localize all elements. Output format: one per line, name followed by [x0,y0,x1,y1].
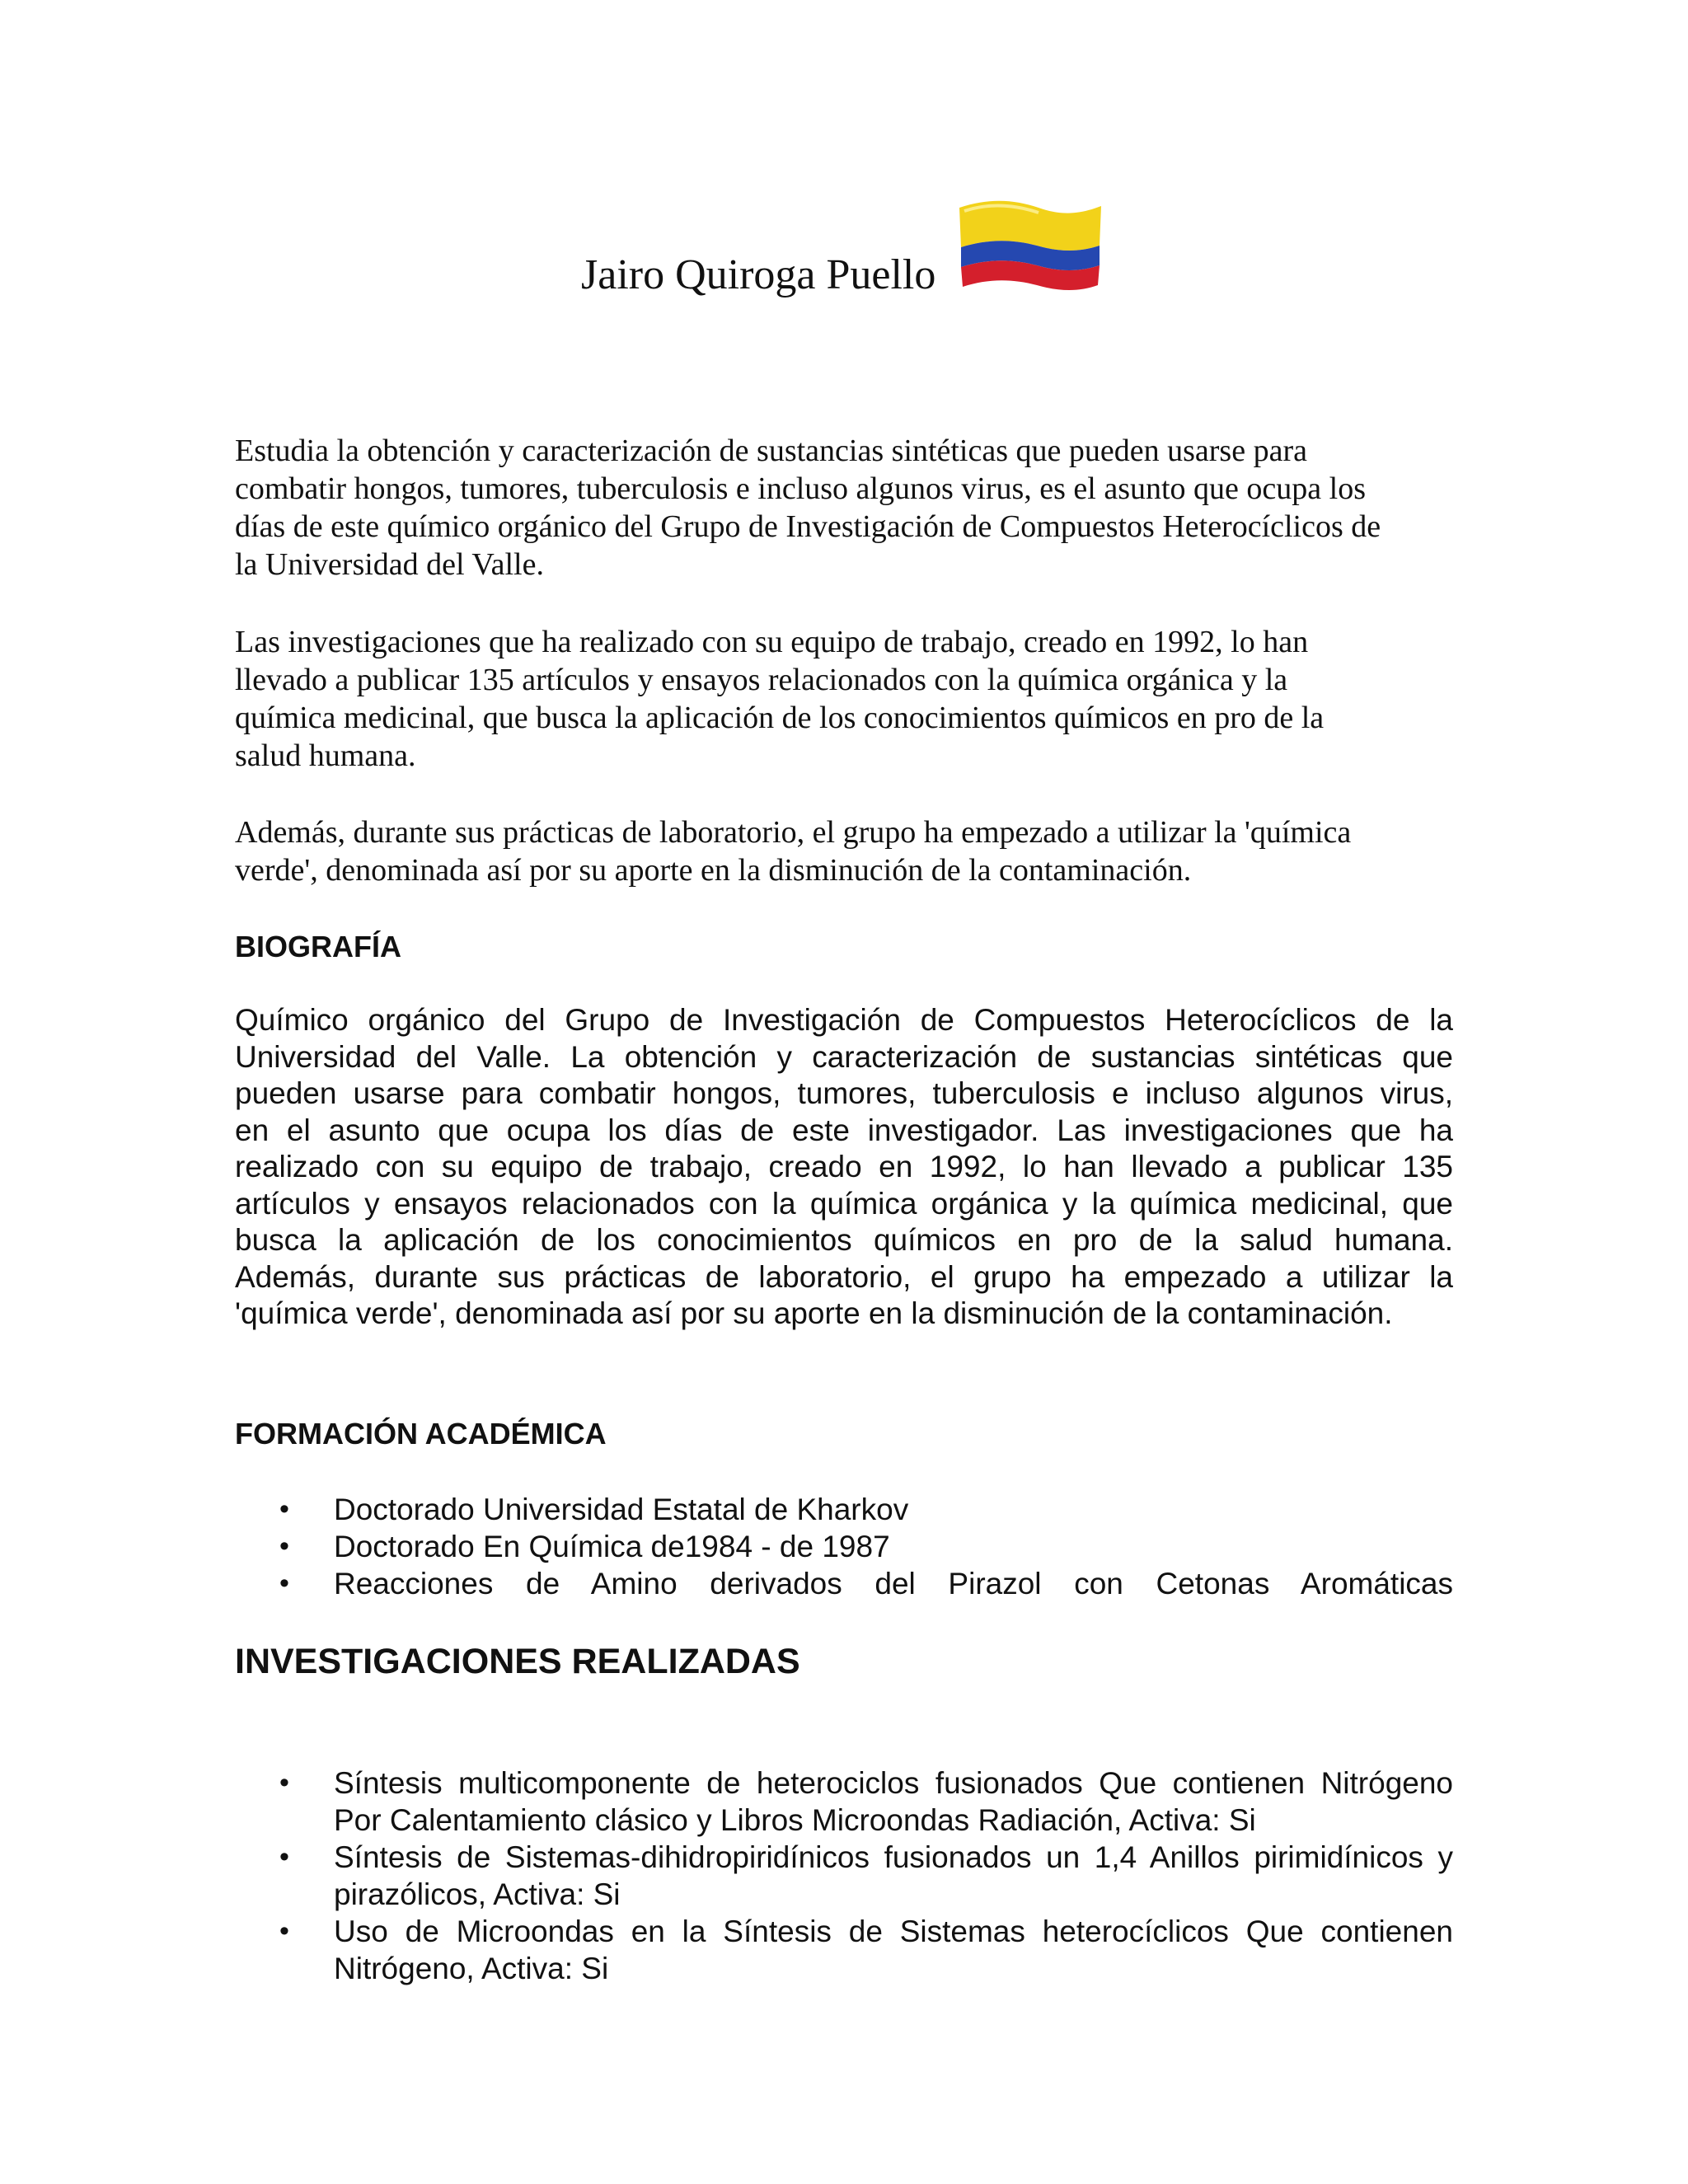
biografia-heading: BIOGRAFÍA [235,930,401,963]
text-line: Las investigaciones que ha realizado con su equipo de trabajo, creado en 1992, lo han [235,625,1309,659]
intro-paragraph-3 [235,813,1455,889]
formacion-heading: FORMACIÓN ACADÉMICA [235,1417,607,1451]
text-line: pueden usarse para combatir hongos, tumores, tuberculosis e incluso algunos virus, [235,1076,1453,1110]
text-line: verde', denominada así por su aporte en la disminución de la contaminación. [235,853,1192,888]
text-line: Universidad del Valle. La obtención y caracterización de sustancias sintéticas que [235,1039,1453,1074]
list-item: • Doctorado En Química de1984 - de 1987 [279,1530,890,1563]
page-title: Jairo Quiroga Puello [581,251,936,298]
text-line: combatir hongos, tumores, tuberculosis e incluso algunos virus, es el asunto que ocupa los [235,471,1366,506]
text-line: busca la aplicación de los conocimientos químicos en pro de la salud humana. [235,1223,1453,1257]
text-line: Estudia la obtención y caracterización de sustancias sintéticas que pueden usarse para [235,434,1307,468]
colombia-flag-icon [956,194,1103,293]
investigaciones-list [235,1765,1453,1987]
text-line: días de este químico orgánico del Grupo de Investigación de Compuestos Heterocíclicos de [235,509,1381,544]
bullet-icon: • [279,1915,289,1947]
bullet-icon: • [279,1767,289,1798]
formacion-list [235,1491,1453,1602]
text-line: realizado con su equipo de trabajo, creado en 1992, lo han llevado a publicar 135 [235,1150,1453,1183]
text-line: Químico orgánico del Grupo de Investigación de Compuestos Heterocíclicos de la [235,1003,1453,1037]
list-item: • Síntesis multicomponente de heterociclos fusionados Que contienen Nitrógeno Por Calentamiento clásico y Libros Microondas Radiación, Activa: Si [279,1766,1453,1837]
bullet-icon: • [279,1841,289,1872]
text-line: artículos y ensayos relacionados con la química orgánica y la química medicinal, que [235,1186,1453,1221]
text-line: química medicinal, que busca la aplicación de los conocimientos químicos en pro de la [235,701,1325,735]
list-item: • Doctorado Universidad Estatal de Kharkov [279,1493,909,1526]
text-line: Además, durante sus prácticas de laboratorio, el grupo ha empezado a utilizar la 'química [235,815,1352,850]
bullet-icon: • [279,1568,289,1599]
intro-paragraph-2 [235,623,1455,775]
list-item: • Reacciones de Amino derivados del Pirazol con Cetonas Aromáticas [279,1567,1453,1601]
bullet-icon: • [279,1530,289,1562]
text-line: en el asunto que ocupa los días de este investigador. Las investigaciones que ha [235,1113,1453,1147]
biografia-paragraph [235,1002,1453,1333]
text-line: salud humana. [235,738,416,773]
text-line: 'química verde', denominada así por su aporte en la disminución de la contaminación. [235,1296,1393,1330]
list-item: • Síntesis de Sistemas-dihidropiridínicos fusionados un 1,4 Anillos pirimidínicos y pirazólicos, Activa: Si [279,1840,1453,1911]
investigaciones-heading: INVESTIGACIONES REALIZADAS [235,1642,800,1681]
text-line: llevado a publicar 135 artículos y ensayos relacionados con la química orgánica y la [235,663,1288,697]
text-line: la Universidad del Valle. [235,547,544,582]
text-line: Además, durante sus prácticas de laboratorio, el grupo ha empezado a utilizar la [235,1259,1453,1294]
list-item: • Uso de Microondas en la Síntesis de Sistemas heterocíclicos Que contienen Nitrógeno, Activa: Si [279,1915,1453,1985]
intro-paragraph-1 [235,432,1455,583]
bullet-icon: • [279,1493,289,1525]
